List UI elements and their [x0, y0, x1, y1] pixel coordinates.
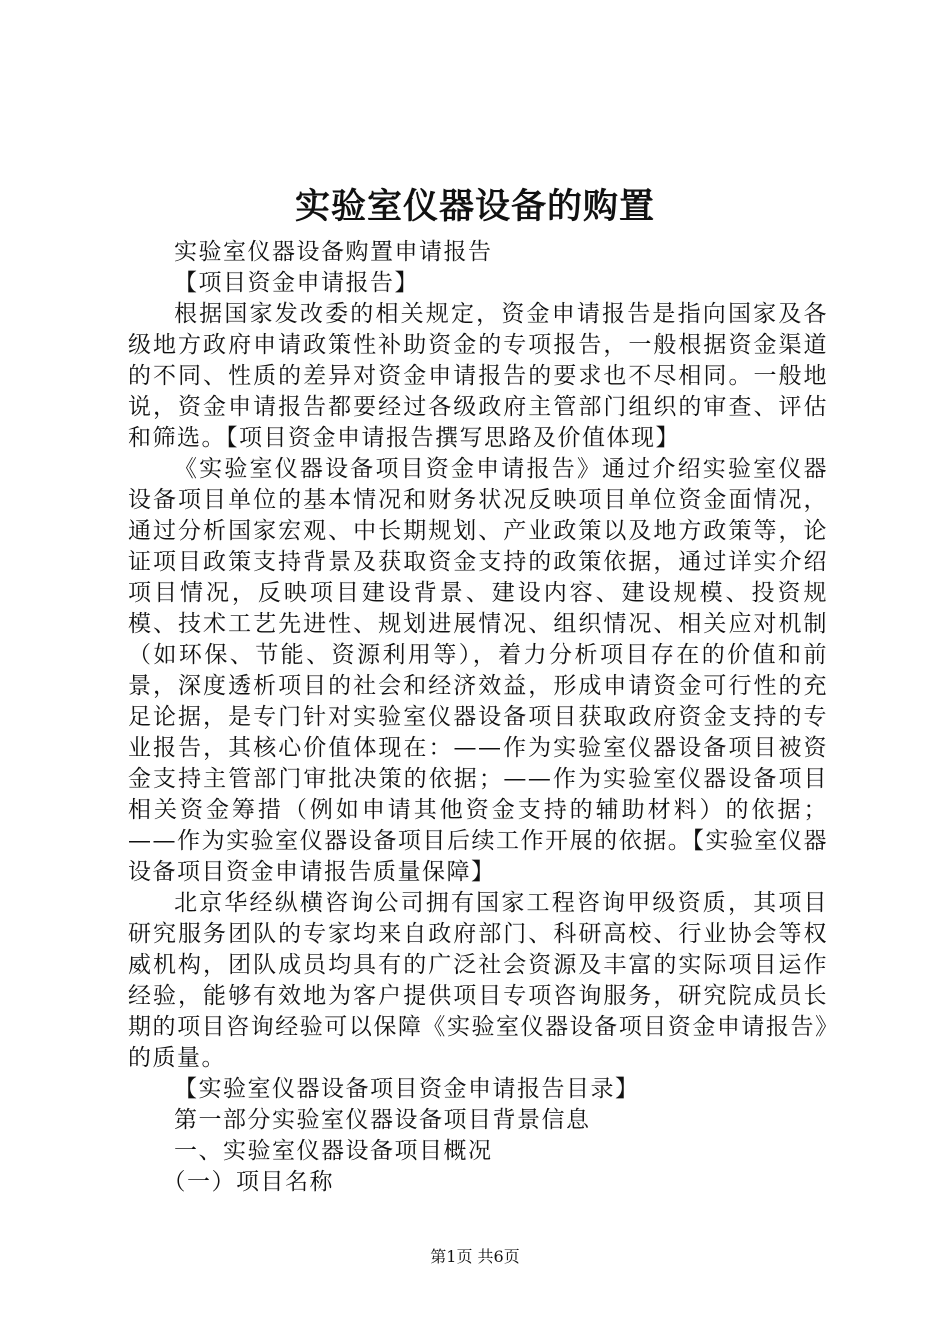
paragraph-regulation: 根据国家发改委的相关规定，资金申请报告是指向国家及各级地方政府申请政策性补助资金的专项报告，一般根据资金渠道的不同、性质的差异对资金申请报告的要求也不尽相同。一般地说，资金申请报告都要经过各级政府主管部门组织的审查、评估和筛选。【项目资金申请报告撰写思路及价值体现】	[128, 301, 828, 451]
paragraph-item-one: （一）项目名称	[162, 1169, 334, 1195]
paragraph-part-one: 第一部分实验室仪器设备项目背景信息	[174, 1107, 591, 1133]
document-title: 实验室仪器设备的购置	[294, 186, 655, 227]
paragraph-report-value: 《实验室仪器设备项目资金申请报告》通过介绍实验室仪器设备项目单位的基本情况和财务状况反映项目单位资金面情况，通过分析国家宏观、中长期规划、产业政策以及地方政策等，论证项目政策支持背景及获取资金支持的政策依据，通过详实介绍项目情况，反映项目建设背景、建设内容、建设规模、投资规模、技术工艺先进性、规划进展情况、组织情况、相关应对机制（如环保、节能、资源利用等），着力分析项目存在的价值和前景，深度透析项目的社会和经济效益，形成申请资金可行性的充足论据，是专门针对实验室仪器设备项目获取政府资金支持的专业报告，其核心价值体现在：——作为实验室仪器设备项目被资金支持主管部门审批决策的依据；——作为实验室仪器设备项目相关资金筹措（例如申请其他资金支持的辅助材料）的依据；——作为实验室仪器设备项目后续工作开展的依据。【实验室仪器设备项目资金申请报告质量保障】	[128, 456, 828, 885]
paragraph-company-intro: 北京华经纵横咨询公司拥有国家工程咨询甲级资质，其项目研究服务团队的专家均来自政府部门、科研高校、行业协会等权威机构，团队成员均具有的广泛社会资源及丰富的实际项目运作经验，能够有效地为客户提供项目专项咨询服务，研究院成员长期的项目咨询经验可以保障《实验室仪器设备项目资金申请报告》的质量。	[128, 890, 828, 1071]
paragraph-section-one: 一、实验室仪器设备项目概况	[174, 1138, 493, 1164]
paragraph-section-heading: 【项目资金申请报告】	[174, 270, 419, 296]
paragraph-toc-heading: 【实验室仪器设备项目资金申请报告目录】	[174, 1076, 640, 1102]
document-body	[128, 237, 828, 1198]
page-footer: 第1页 共6页	[430, 1247, 520, 1266]
paragraph-report-title: 实验室仪器设备购置申请报告	[174, 239, 493, 265]
